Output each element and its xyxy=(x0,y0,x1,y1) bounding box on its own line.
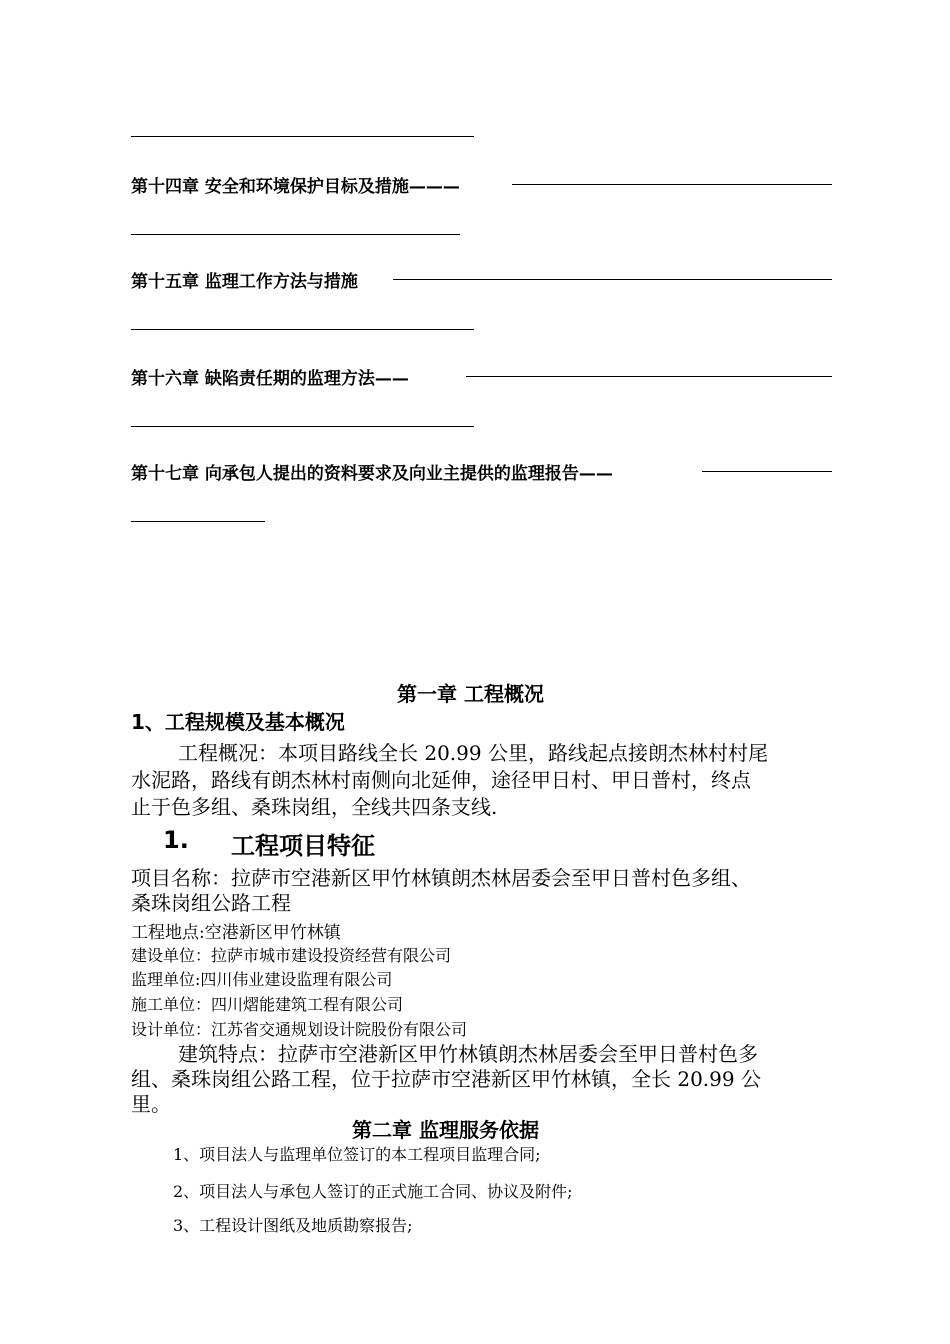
supervision-unit: 监理单位:四川伟业建设监理有限公司 xyxy=(131,970,393,989)
toc-entry-ch17: 第十七章 向承包人提出的资料要求及向业主提供的监理报告—— xyxy=(131,464,613,484)
toc-entry-ch16: 第十六章 缺陷责任期的监理方法—— xyxy=(131,369,409,389)
chapter-title: 第二章 监理服务依据 xyxy=(352,1118,539,1142)
section-number: 1. xyxy=(163,826,189,854)
section-heading: 工程项目特征 xyxy=(231,832,375,860)
toc-leader-line xyxy=(131,136,474,137)
toc-leader-line xyxy=(393,279,832,280)
toc-leader-line xyxy=(131,521,265,522)
section-heading: 1、工程规模及基本概况 xyxy=(131,710,345,734)
contractor-unit: 施工单位：四川熠能建筑工程有限公司 xyxy=(131,995,404,1014)
basis-item: 2、项目法人与承包人签订的正式施工合同、协议及附件; xyxy=(173,1182,573,1201)
overview-line: 工程概况：本项目路线全长 20.99 公里，路线起点接朗杰林村村尾 xyxy=(178,741,768,765)
toc-leader-line xyxy=(131,234,460,235)
toc-entry-ch15: 第十五章 监理工作方法与措施 xyxy=(131,272,358,292)
feature-line: 建筑特点：拉萨市空港新区甲竹林镇朗杰林居委会至甲日普村色多 xyxy=(178,1042,758,1066)
toc-leader-line xyxy=(466,376,832,377)
toc-leader-line xyxy=(702,471,832,472)
toc-leader-line xyxy=(131,426,474,427)
design-unit: 设计单位：江苏省交通规划设计院股份有限公司 xyxy=(131,1020,468,1039)
overview-line: 水泥路，路线有朗杰林村南侧向北延伸，途径甲日村、甲日普村，终点 xyxy=(131,768,751,792)
project-location: 工程地点:空港新区甲竹林镇 xyxy=(131,923,341,943)
toc-leader-line xyxy=(131,329,474,330)
feature-line: 里。 xyxy=(131,1092,171,1116)
toc-leader-line xyxy=(512,184,832,185)
chapter-title: 第一章 工程概况 xyxy=(397,682,544,706)
project-name-line: 桑珠岗组公路工程 xyxy=(131,891,291,915)
construction-unit: 建设单位：拉萨市城市建设投资经营有限公司 xyxy=(131,946,452,965)
basis-item: 1、项目法人与监理单位签订的本工程项目监理合同; xyxy=(173,1145,541,1164)
basis-item: 3、工程设计图纸及地质勘察报告; xyxy=(173,1216,413,1235)
toc-entry-ch14: 第十四章 安全和环境保护目标及措施——— xyxy=(131,177,460,197)
project-name-line: 项目名称：拉萨市空港新区甲竹林镇朗杰林居委会至甲日普村色多组、 xyxy=(131,866,751,890)
feature-line: 组、桑珠岗组公路工程，位于拉萨市空港新区甲竹林镇，全长 20.99 公 xyxy=(131,1067,761,1091)
overview-line: 止于色多组、桑珠岗组，全线共四条支线. xyxy=(131,795,498,819)
